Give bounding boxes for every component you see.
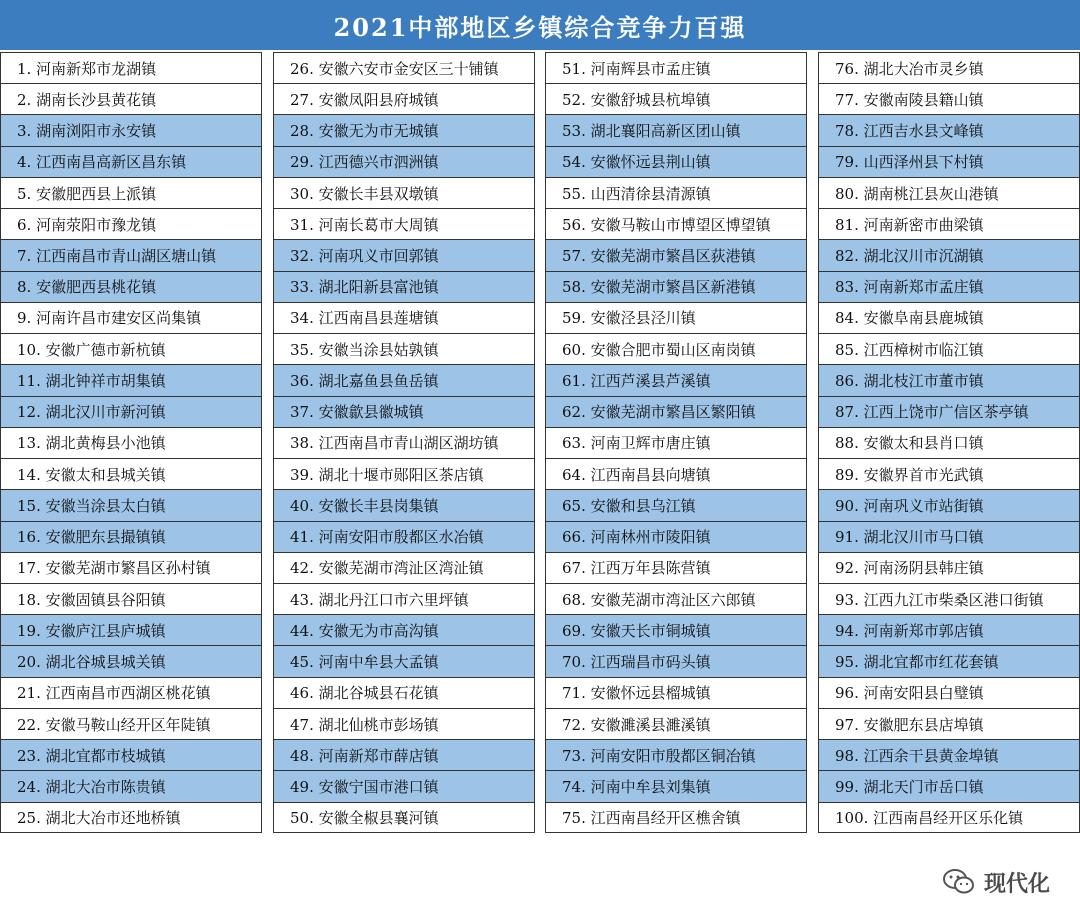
table-row: 53. 湖北襄阳高新区团山镇 <box>545 114 807 145</box>
table-row: 31. 河南长葛市大周镇 <box>273 208 535 239</box>
wechat-icon <box>942 867 976 897</box>
table-row: 96. 河南安阳县白璧镇 <box>818 677 1080 708</box>
table-row: 66. 河南林州市陵阳镇 <box>545 521 807 552</box>
table-row: 17. 安徽芜湖市繁昌区孙村镇 <box>0 552 262 583</box>
table-row: 71. 安徽怀远县榴城镇 <box>545 677 807 708</box>
table-row: 7. 江西南昌市青山湖区塘山镇 <box>0 239 262 270</box>
table-row: 12. 湖北汉川市新河镇 <box>0 396 262 427</box>
table-row: 37. 安徽歙县徽城镇 <box>273 396 535 427</box>
table-row: 76. 湖北大冶市灵乡镇 <box>818 52 1080 83</box>
table-row: 32. 河南巩义市回郭镇 <box>273 239 535 270</box>
table-row: 26. 安徽六安市金安区三十铺镇 <box>273 52 535 83</box>
table-row: 25. 湖北大冶市还地桥镇 <box>0 802 262 833</box>
table-row: 59. 安徽泾县泾川镇 <box>545 302 807 333</box>
table-row: 69. 安徽天长市铜城镇 <box>545 614 807 645</box>
table-row: 16. 安徽肥东县撮镇镇 <box>0 521 262 552</box>
table-row: 94. 河南新郑市郭店镇 <box>818 614 1080 645</box>
table-row: 33. 湖北阳新县富池镇 <box>273 271 535 302</box>
table-row: 22. 安徽马鞍山经开区年陡镇 <box>0 708 262 739</box>
table-row: 20. 湖北谷城县城关镇 <box>0 645 262 676</box>
table-row: 57. 安徽芜湖市繁昌区荻港镇 <box>545 239 807 270</box>
table-row: 88. 安徽太和县肖口镇 <box>818 427 1080 458</box>
table-row: 42. 安徽芜湖市湾沚区湾沚镇 <box>273 552 535 583</box>
table-row: 50. 安徽全椒县襄河镇 <box>273 802 535 833</box>
table-row: 1. 河南新郑市龙湖镇 <box>0 52 262 83</box>
table-row: 9. 河南许昌市建安区尚集镇 <box>0 302 262 333</box>
table-row: 43. 湖北丹江口市六里坪镇 <box>273 583 535 614</box>
table-row: 40. 安徽长丰县岗集镇 <box>273 489 535 520</box>
table-row: 44. 安徽无为市高沟镇 <box>273 614 535 645</box>
table-row: 10. 安徽广德市新杭镇 <box>0 333 262 364</box>
table-row: 38. 江西南昌市青山湖区湖坊镇 <box>273 427 535 458</box>
table-row: 83. 河南新郑市孟庄镇 <box>818 271 1080 302</box>
table-row: 68. 安徽芜湖市湾沚区六郎镇 <box>545 583 807 614</box>
table-row: 77. 安徽南陵县籍山镇 <box>818 83 1080 114</box>
table-row: 64. 江西南昌县向塘镇 <box>545 458 807 489</box>
table-row: 6. 河南荥阳市豫龙镇 <box>0 208 262 239</box>
table-row: 55. 山西清徐县清源镇 <box>545 177 807 208</box>
table-row: 21. 江西南昌市西湖区桃花镇 <box>0 677 262 708</box>
table-row: 63. 河南卫辉市唐庄镇 <box>545 427 807 458</box>
watermark-text: 现代化 <box>983 871 1050 897</box>
table-row: 39. 湖北十堰市郧阳区茶店镇 <box>273 458 535 489</box>
table-row: 14. 安徽太和县城关镇 <box>0 458 262 489</box>
table-row: 47. 湖北仙桃市彭场镇 <box>273 708 535 739</box>
table-row: 4. 江西南昌高新区昌东镇 <box>0 146 262 177</box>
table-row: 2. 湖南长沙县黄花镇 <box>0 83 262 114</box>
ranking-column-1 <box>0 52 262 858</box>
table-row: 82. 湖北汉川市沉湖镇 <box>818 239 1080 270</box>
table-row: 36. 湖北嘉鱼县鱼岳镇 <box>273 364 535 395</box>
ranking-table <box>0 52 1080 858</box>
table-row: 23. 湖北宜都市枝城镇 <box>0 739 262 770</box>
table-row: 85. 江西樟树市临江镇 <box>818 333 1080 364</box>
table-row: 73. 河南安阳市殷都区铜冶镇 <box>545 739 807 770</box>
table-row: 8. 安徽肥西县桃花镇 <box>0 271 262 302</box>
table-row: 51. 河南辉县市孟庄镇 <box>545 52 807 83</box>
table-row: 62. 安徽芜湖市繁昌区繁阳镇 <box>545 396 807 427</box>
table-row: 100. 江西南昌经开区乐化镇 <box>818 802 1080 833</box>
table-row: 70. 江西瑞昌市码头镇 <box>545 645 807 676</box>
ranking-column-4 <box>818 52 1080 858</box>
table-row: 52. 安徽舒城县杭埠镇 <box>545 83 807 114</box>
table-row: 72. 安徽濉溪县濉溪镇 <box>545 708 807 739</box>
table-row: 98. 江西余干县黄金埠镇 <box>818 739 1080 770</box>
table-row: 86. 湖北枝江市董市镇 <box>818 364 1080 395</box>
table-row: 29. 江西德兴市泗洲镇 <box>273 146 535 177</box>
table-row: 80. 湖南桃江县灰山港镇 <box>818 177 1080 208</box>
table-row: 34. 江西南昌县莲塘镇 <box>273 302 535 333</box>
table-row: 41. 河南安阳市殷都区水冶镇 <box>273 521 535 552</box>
table-row: 65. 安徽和县乌江镇 <box>545 489 807 520</box>
table-row: 35. 安徽当涂县姑孰镇 <box>273 333 535 364</box>
table-row: 48. 河南新郑市薛店镇 <box>273 739 535 770</box>
table-row: 87. 江西上饶市广信区茶亭镇 <box>818 396 1080 427</box>
watermark <box>942 862 1050 902</box>
table-row: 15. 安徽当涂县太白镇 <box>0 489 262 520</box>
table-row: 67. 江西万年县陈营镇 <box>545 552 807 583</box>
table-row: 60. 安徽合肥市蜀山区南岗镇 <box>545 333 807 364</box>
table-row: 95. 湖北宜都市红花套镇 <box>818 645 1080 676</box>
table-row: 54. 安徽怀远县荆山镇 <box>545 146 807 177</box>
table-row: 81. 河南新密市曲梁镇 <box>818 208 1080 239</box>
table-row: 11. 湖北钟祥市胡集镇 <box>0 364 262 395</box>
table-row: 27. 安徽凤阳县府城镇 <box>273 83 535 114</box>
table-row: 56. 安徽马鞍山市博望区博望镇 <box>545 208 807 239</box>
table-row: 97. 安徽肥东县店埠镇 <box>818 708 1080 739</box>
table-row: 18. 安徽固镇县谷阳镇 <box>0 583 262 614</box>
table-row: 49. 安徽宁国市港口镇 <box>273 770 535 801</box>
table-row: 28. 安徽无为市无城镇 <box>273 114 535 145</box>
table-row: 91. 湖北汉川市马口镇 <box>818 521 1080 552</box>
table-row: 46. 湖北谷城县石花镇 <box>273 677 535 708</box>
table-row: 61. 江西芦溪县芦溪镇 <box>545 364 807 395</box>
table-row: 78. 江西吉水县文峰镇 <box>818 114 1080 145</box>
table-row: 58. 安徽芜湖市繁昌区新港镇 <box>545 271 807 302</box>
table-row: 90. 河南巩义市站街镇 <box>818 489 1080 520</box>
table-row: 99. 湖北天门市岳口镇 <box>818 770 1080 801</box>
table-row: 5. 安徽肥西县上派镇 <box>0 177 262 208</box>
ranking-column-2 <box>273 52 535 858</box>
table-row: 92. 河南汤阴县韩庄镇 <box>818 552 1080 583</box>
table-row: 84. 安徽阜南县鹿城镇 <box>818 302 1080 333</box>
table-row: 24. 湖北大冶市陈贵镇 <box>0 770 262 801</box>
table-row: 3. 湖南浏阳市永安镇 <box>0 114 262 145</box>
table-row: 79. 山西泽州县下村镇 <box>818 146 1080 177</box>
table-row: 75. 江西南昌经开区樵舍镇 <box>545 802 807 833</box>
table-row: 30. 安徽长丰县双墩镇 <box>273 177 535 208</box>
ranking-column-3 <box>545 52 807 858</box>
page-title: 2021中部地区乡镇综合竞争力百强 <box>0 0 1080 50</box>
table-row: 93. 江西九江市柴桑区港口街镇 <box>818 583 1080 614</box>
table-row: 19. 安徽庐江县庐城镇 <box>0 614 262 645</box>
table-row: 89. 安徽界首市光武镇 <box>818 458 1080 489</box>
table-row: 74. 河南中牟县刘集镇 <box>545 770 807 801</box>
table-row: 13. 湖北黄梅县小池镇 <box>0 427 262 458</box>
table-row: 45. 河南中牟县大孟镇 <box>273 645 535 676</box>
